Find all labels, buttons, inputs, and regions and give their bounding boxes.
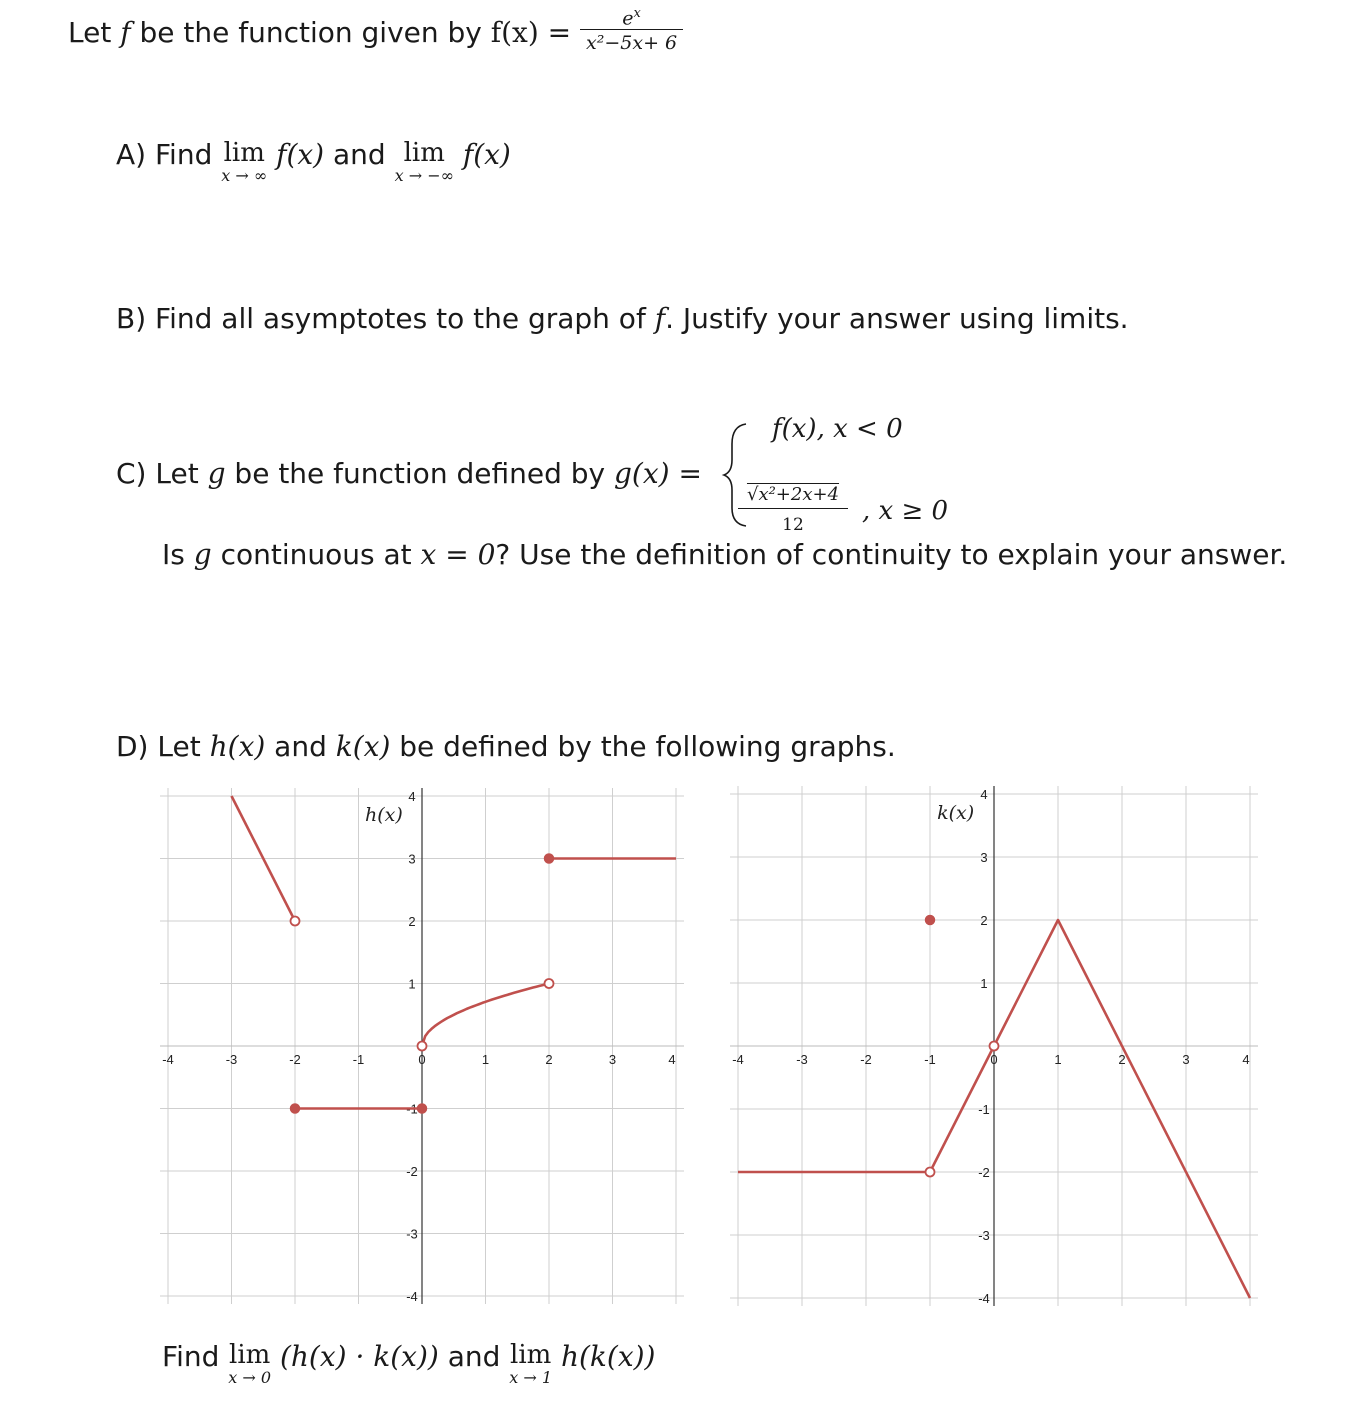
limit-a2-word: lim [403,138,445,168]
part-b-f-var: f [654,302,666,335]
intro-numerator: e [622,7,634,30]
part-c-mid: be the function defined by [225,457,614,490]
limit-a1 [221,138,267,184]
h-closed-point [418,1104,427,1113]
piecewise-case-1: f(x), x < 0 [772,414,903,444]
k-x-tick-label: 1 [1054,1052,1062,1067]
part-c-g-var: g [207,457,226,490]
part-c-question-a: Is [162,538,194,571]
part-b-label: B) Find all asymptotes to the graph of [116,302,655,335]
intro-fx: f(x) = [490,16,572,50]
limit-d2-word: lim [510,1340,552,1370]
h-closed-point [545,854,554,863]
k-closed-point [926,916,935,925]
h-open-point [418,1042,427,1051]
k-y-tick-label: -1 [978,1102,990,1117]
k-x-tick-label: -4 [732,1052,744,1067]
intro-f-var: f [120,16,131,50]
h-y-tick-label: 2 [408,914,416,929]
k-y-tick-label: -4 [978,1291,990,1306]
h-y-tick-label: 1 [408,976,416,992]
h-y-tick-label: -2 [406,1164,418,1179]
h-closed-point [291,1104,300,1113]
graph-h [160,788,684,1304]
limit-d2 [509,1340,552,1386]
h-x-tick-label: 4 [668,1052,676,1067]
h-x-tick-label: 3 [608,1052,617,1067]
piecewise-case-2-fraction [738,484,848,535]
part-d-and: and [265,730,336,763]
k-y-tick-label: 2 [980,913,988,928]
h-x-tick-label: 1 [481,1052,490,1067]
h-y-tick-label: -4 [406,1289,418,1304]
h-open-point [545,979,554,988]
k-x-tick-label: -3 [796,1052,808,1067]
h-x-tick-label: -3 [225,1052,238,1067]
intro-line [68,6,683,58]
piecewise-case-2-numerator: √x²+2x+4 [738,484,848,509]
part-d-rest: be defined by the following graphs. [390,730,896,763]
k-y-tick-label: -3 [978,1228,990,1243]
part-a-and: and [324,138,395,171]
part-d-question [162,1340,655,1386]
h-open-point [291,917,300,926]
k-x-tick-label: -1 [924,1052,936,1067]
h-y-tick-label: -1 [406,1101,418,1117]
limit-d2-sub: x → 1 [509,1368,553,1387]
part-d-find-label: Find [162,1340,229,1373]
h-y-tick-label: 3 [408,851,416,867]
part-c-question-x: x = 0 [420,538,496,571]
limit-a1-expr: f(x) [276,138,325,171]
h-graph-label: h(x) [365,804,403,826]
k-y-tick-label: 3 [980,850,988,865]
h-y-tick-label: -3 [406,1226,418,1242]
h-x-tick-label: -1 [352,1052,365,1067]
k-x-tick-label: 0 [990,1052,998,1067]
part-c-question [162,538,1287,571]
part-c-label: C) Let [116,457,208,490]
h-x-tick-label: 0 [418,1052,426,1067]
limit-d1-sub: x → 0 [228,1368,272,1387]
part-d [116,730,896,763]
intro-numerator-exp: x [633,6,641,21]
h-y-tick-label: 4 [408,789,416,804]
piecewise-case-2-condition: , x ≥ 0 [862,496,949,526]
k-x-tick-label: 2 [1118,1052,1126,1067]
part-c-question-c: ? Use the definition of continuity to explain your answer. [495,538,1288,571]
limit-d1-expr: (h(x) · k(x)) [279,1340,439,1373]
limit-a2-sub: x → −∞ [394,166,454,185]
intro-mid: be the function given by [130,16,491,50]
k-graph-label: k(x) [937,802,975,825]
limit-a2-expr: f(x) [462,138,511,171]
limit-d1 [228,1340,271,1386]
piecewise-case-2-denominator: 12 [782,515,804,535]
k-y-tick-label: -2 [978,1165,990,1180]
part-b [116,302,1129,335]
k-x-tick-label: -2 [860,1052,872,1067]
intro-lead: Let [68,16,121,50]
intro-denominator: x²−5x+ 6 [580,29,683,54]
part-a-label: A) Find [116,138,222,171]
part-c-gx: g(x) = [614,457,702,490]
k-open-point [926,1168,935,1177]
h-x-tick-label: 2 [545,1052,553,1067]
limit-a1-sub: x → ∞ [221,166,268,185]
part-d-label: D) Let [116,730,210,763]
limit-d2-expr: h(k(x)) [560,1340,656,1373]
k-x-tick-label: 3 [1182,1052,1190,1067]
part-c-question-g: g [193,538,212,571]
part-d-and2: and [438,1340,510,1373]
limit-d1-word: lim [229,1340,271,1370]
part-c-definition [116,457,702,490]
part-d-hx: h(x) [209,730,266,763]
part-c-question-b: continuous at [211,538,421,571]
h-x-tick-label: -4 [162,1052,174,1067]
k-x-tick-label: 4 [1242,1052,1250,1067]
k-y-tick-label: 1 [980,976,988,991]
graph-k [730,786,1258,1306]
part-a [116,138,511,184]
intro-fraction [580,6,683,54]
k-open-point [990,1042,999,1051]
limit-a1-word: lim [223,138,265,168]
k-y-tick-label: 4 [980,787,988,802]
part-b-rest: . Justify your answer using limits. [665,302,1129,335]
h-x-tick-label: -2 [289,1052,301,1067]
limit-a2 [395,138,454,184]
part-d-kx: k(x) [335,730,391,763]
